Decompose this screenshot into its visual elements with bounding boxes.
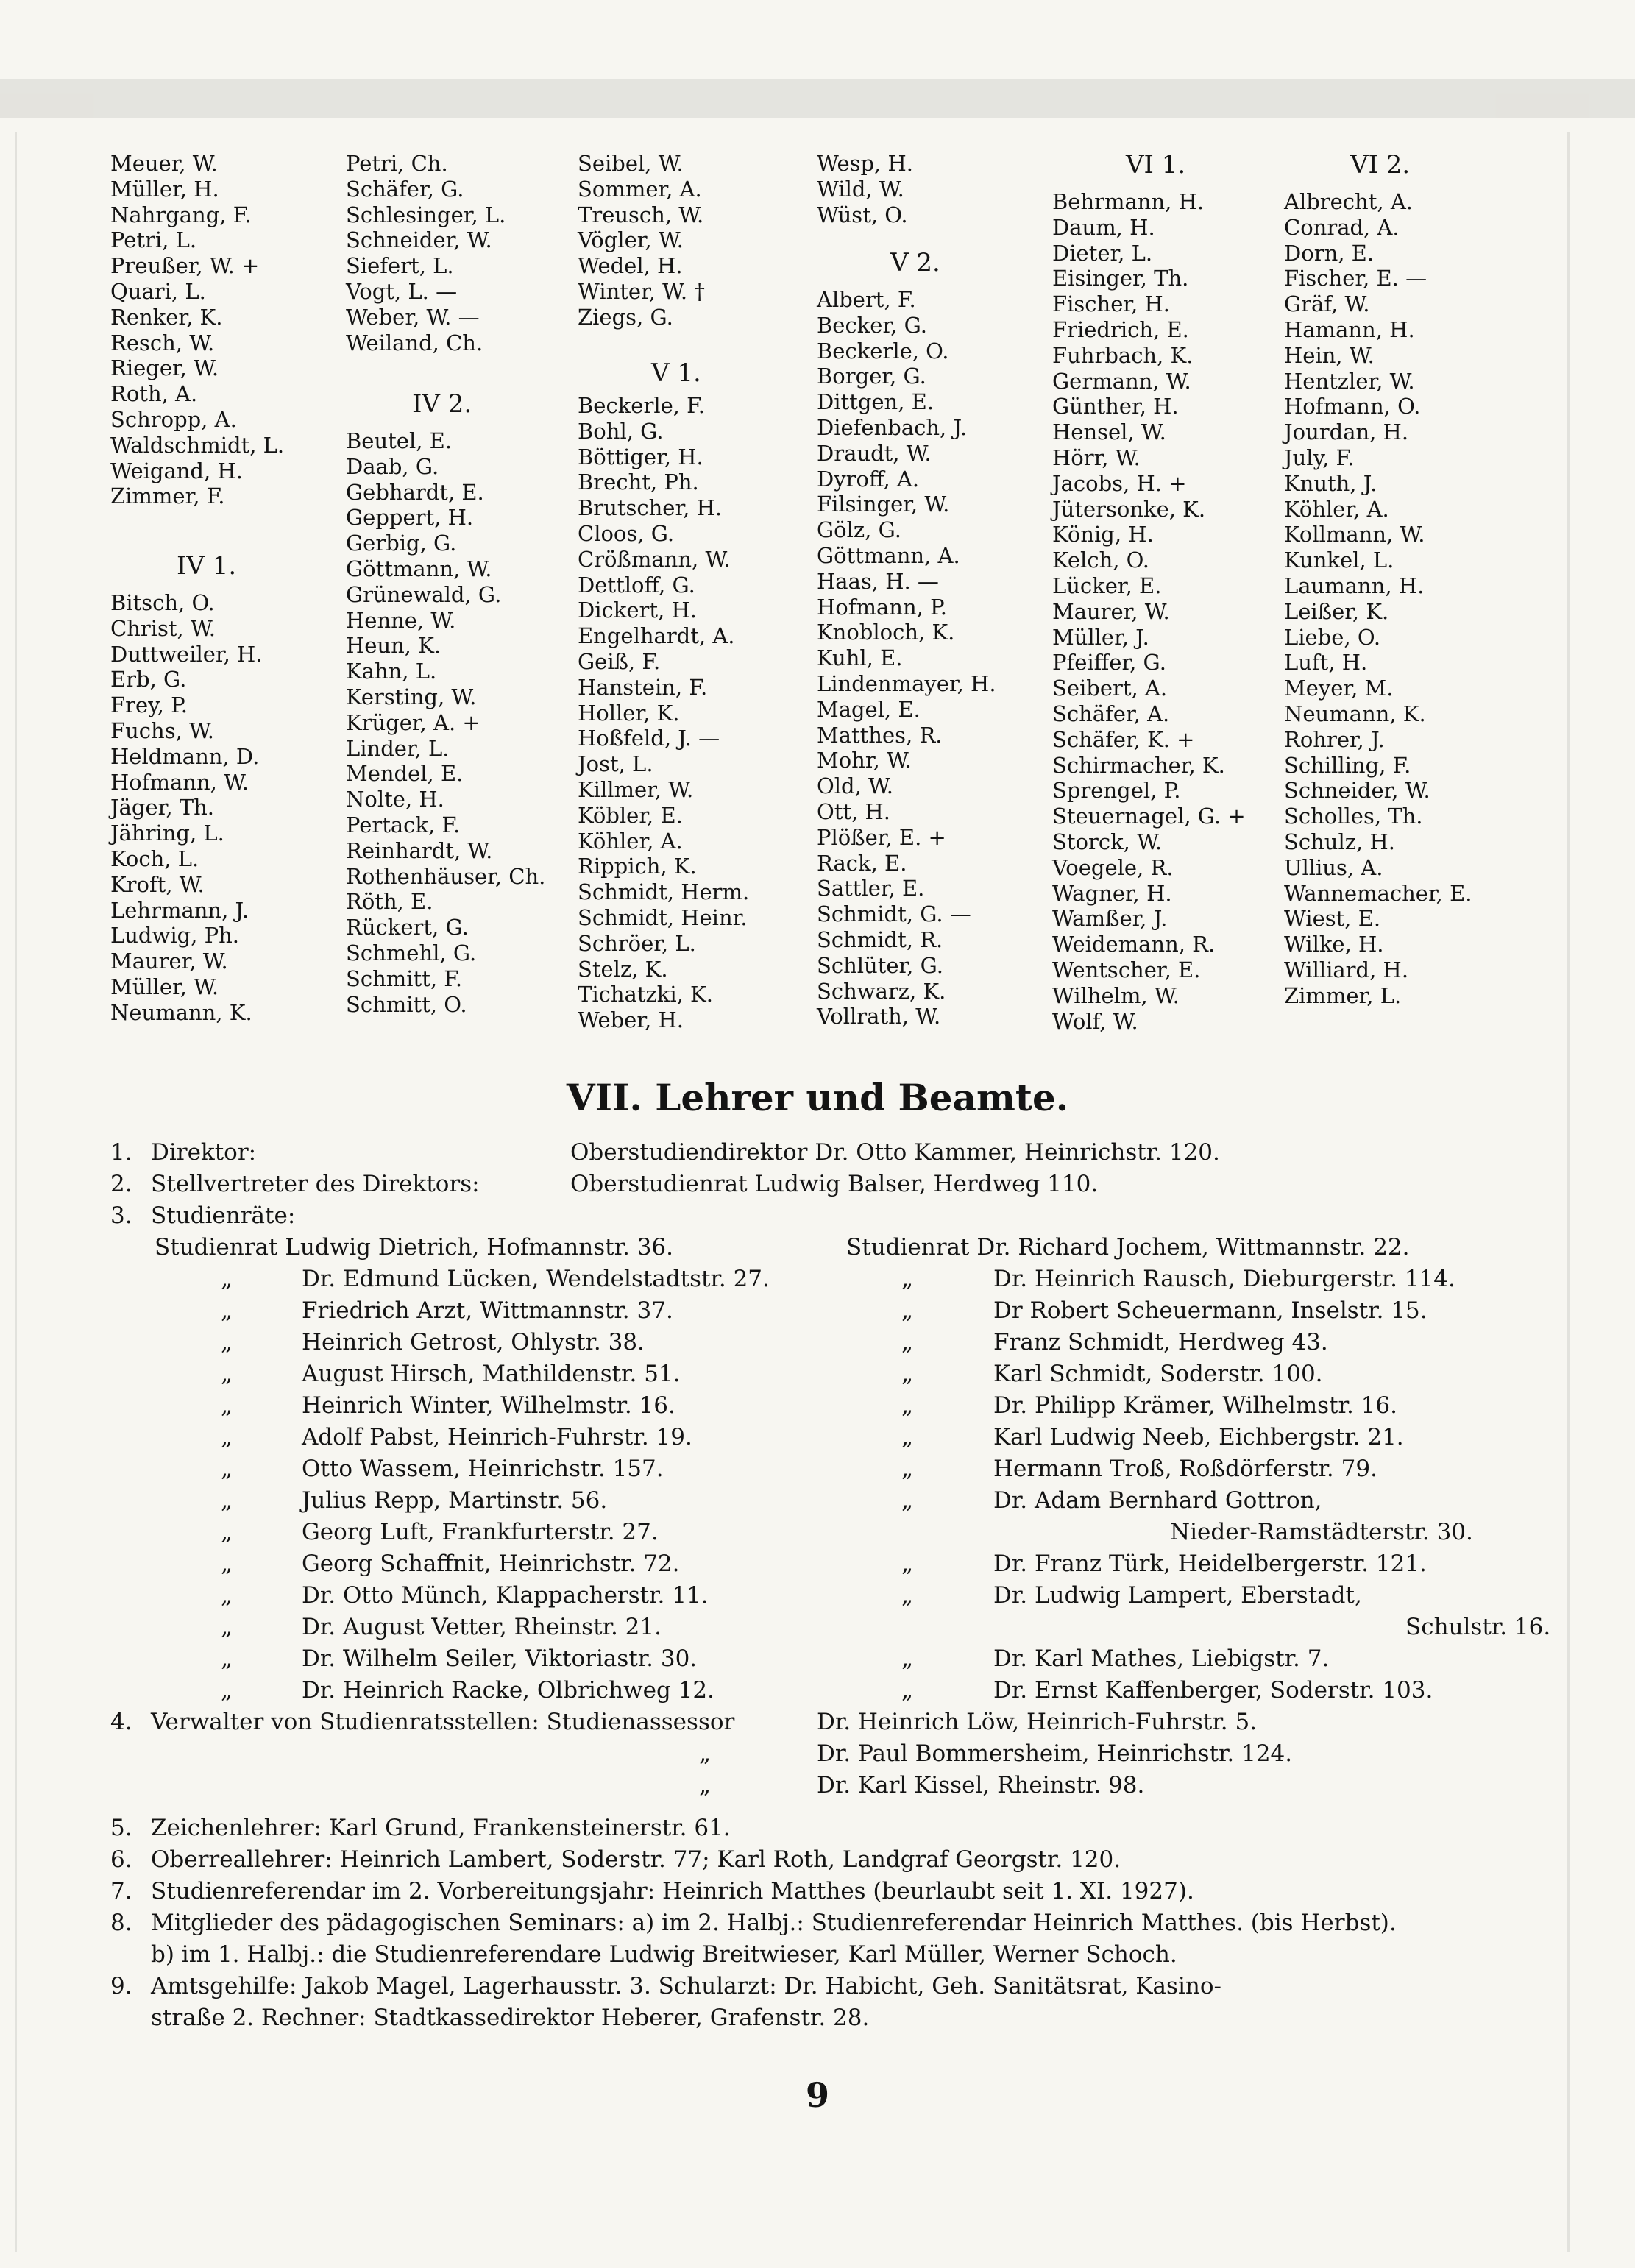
roster-name: Günther, H. (1052, 394, 1179, 419)
studienrat-entry: Franz Schmidt, Herdweg 43. (993, 1329, 1328, 1356)
roster-name: Kuhl, E. (817, 645, 903, 671)
tail-num: 6. (110, 1846, 132, 1873)
roster-name: Preußer, W. + (110, 253, 260, 279)
ditto-mark: „ (699, 1772, 712, 1799)
roster-name: Lehrmann, J. (110, 897, 249, 923)
roster-name: Schäfer, K. + (1052, 726, 1195, 752)
roster-name: Bohl, G. (578, 418, 664, 444)
roster-name: Meuer, W. (110, 151, 218, 176)
item-1-value: Oberstudiendirektor Dr. Otto Kammer, Heinrichstr. 120. (570, 1139, 1220, 1166)
roster-name: Holler, K. (578, 700, 680, 726)
roster-name: Wedel, H. (578, 253, 683, 279)
roster-name: Schneider, W. (346, 227, 492, 253)
roster-name: Dickert, H. (578, 598, 697, 623)
roster-name: Wesp, H. (817, 151, 913, 176)
ditto-mark: „ (901, 1456, 914, 1482)
roster-name: Schmitt, F. (346, 965, 463, 991)
roster-name: Laumann, H. (1284, 573, 1425, 598)
roster-name: Knobloch, K. (817, 620, 955, 645)
roster-name: Beutel, E. (346, 428, 453, 453)
roster-name: Hanstein, F. (578, 674, 708, 700)
roster-name: Jäger, Th. (110, 795, 214, 821)
roster-name: Schmehl, G. (346, 940, 477, 965)
roster-name: Dittgen, E. (817, 389, 934, 415)
roster-name: Schneider, W. (1284, 778, 1430, 804)
roster-name: Schmidt, Heinr. (578, 905, 748, 930)
roster-name: Weidemann, R. (1052, 932, 1216, 957)
studienrat-entry: Dr. Heinrich Rausch, Dieburgerstr. 114. (993, 1266, 1455, 1292)
roster-name: Renker, K. (110, 304, 223, 330)
studienrat-entry: Studienrat Dr. Richard Jochem, Wittmannstr. 22. (846, 1234, 1410, 1261)
ditto-mark: „ (221, 1424, 233, 1450)
roster-name: Brecht, Ph. (578, 469, 699, 495)
roster-name: Hofmann, O. (1284, 394, 1421, 419)
roster-name: Gerbig, G. (346, 531, 457, 556)
roster-name: Seibert, A. (1052, 676, 1168, 701)
roster-name: Hensel, W. (1052, 419, 1166, 445)
roster-name: Albert, F. (817, 287, 916, 312)
roster-name: Müller, J. (1052, 624, 1149, 650)
roster-name: Geppert, H. (346, 505, 474, 531)
roster-name: Mendel, E. (346, 761, 464, 787)
roster-name: Fischer, H. (1052, 291, 1170, 317)
roster-name: Rückert, G. (346, 915, 469, 940)
roster-name: Heun, K. (346, 633, 441, 659)
roster-name: Hörr, W. (1052, 445, 1141, 470)
roster-name: Petri, L. (110, 227, 197, 253)
roster-name: Killmer, W. (578, 777, 694, 802)
roster-name: Roth, A. (110, 381, 198, 407)
class-heading-iv2: IV 2. (412, 389, 472, 419)
ditto-mark: „ (901, 1329, 914, 1356)
roster-name: Krüger, A. + (346, 709, 480, 735)
roster-name: Erb, G. (110, 667, 187, 692)
roster-name: Grünewald, G. (346, 581, 502, 607)
roster-name: Duttweiler, H. (110, 641, 263, 667)
roster-name: Kunkel, L. (1284, 547, 1394, 573)
roster-name: Rothenhäuser, Ch. (346, 863, 546, 889)
roster-name: Pfeiffer, G. (1052, 650, 1166, 676)
roster-name: Dettloff, G. (578, 572, 695, 598)
studienrat-entry: Dr. Philipp Krämer, Wilhelmstr. 16. (993, 1392, 1397, 1419)
roster-name: Brutscher, H. (578, 495, 723, 521)
roster-name: Petri, Ch. (346, 151, 448, 176)
roster-name: Schilling, F. (1284, 752, 1411, 778)
roster-name: Eisinger, Th. (1052, 266, 1189, 291)
ditto-mark: „ (901, 1645, 914, 1672)
roster-name: König, H. (1052, 522, 1154, 547)
roster-name: Weber, W. — (346, 304, 480, 330)
roster-name: Zimmer, F. (110, 483, 225, 509)
ditto-mark: „ (901, 1582, 914, 1609)
ditto-mark: „ (221, 1361, 233, 1387)
roster-name: Rieger, W. (110, 355, 219, 381)
roster-name: Wolf, W. (1052, 1008, 1138, 1034)
roster-name: Köhler, A. (578, 828, 683, 854)
roster-name: Wilke, H. (1284, 932, 1384, 957)
roster-name: Dyroff, A. (817, 466, 920, 492)
section-title: VII. Lehrer und Beamte. (566, 1076, 1069, 1119)
roster-name: Beckerle, O. (817, 338, 949, 364)
roster-name: Hein, W. (1284, 342, 1375, 368)
studienrat-entry: Otto Wassem, Heinrichstr. 157. (302, 1456, 664, 1482)
studienrat-entry: Karl Schmidt, Soderstr. 100. (993, 1361, 1323, 1387)
roster-name: Vögler, W. (578, 227, 684, 253)
roster-name: Schmidt, G. — (817, 901, 971, 927)
roster-name: Röth, E. (346, 889, 433, 915)
roster-name: Gebhardt, E. (346, 479, 484, 505)
roster-name: Conrad, A. (1284, 214, 1400, 240)
roster-name: Mohr, W. (817, 748, 912, 773)
roster-name: Zimmer, L. (1284, 982, 1402, 1008)
roster-name: Winter, W. † (578, 279, 705, 304)
roster-name: Gölz, G. (817, 517, 901, 543)
roster-name: Hentzler, W. (1284, 368, 1415, 394)
roster-name: Wüst, O. (817, 202, 908, 227)
roster-name: Jütersonke, K. (1052, 496, 1206, 522)
roster-name: Christ, W. (110, 615, 216, 641)
studienrat-entry: Dr. Edmund Lücken, Wendelstadtstr. 27. (302, 1266, 770, 1292)
roster-name: Sprengel, P. (1052, 778, 1181, 804)
ditto-mark: „ (901, 1392, 914, 1419)
roster-name: Knuth, J. (1284, 470, 1377, 496)
ditto-mark: „ (901, 1266, 914, 1292)
tail-text: straße 2. Rechner: Stadtkassedirektor Heberer, Grafenstr. 28. (151, 2005, 870, 2031)
ditto-mark: „ (221, 1329, 233, 1356)
roster-name: Storck, W. (1052, 829, 1163, 854)
roster-name: Bitsch, O. (110, 590, 215, 615)
studienrat-entry: Dr. August Vetter, Rheinstr. 21. (302, 1614, 662, 1640)
class-heading-vi1: VI 1. (1126, 150, 1186, 180)
roster-name: Schmidt, Herm. (578, 879, 750, 905)
roster-name: Kelch, O. (1052, 547, 1149, 573)
ditto-mark: „ (699, 1740, 712, 1767)
class-heading-vi2: VI 2. (1350, 150, 1411, 180)
studienrat-entry: Georg Luft, Frankfurterstr. 27. (302, 1519, 659, 1545)
ditto-mark: „ (221, 1392, 233, 1419)
ditto-mark: „ (221, 1297, 233, 1324)
roster-name: Daum, H. (1052, 214, 1155, 240)
roster-name: Fischer, E. — (1284, 266, 1427, 291)
roster-name: Meyer, M. (1284, 676, 1394, 701)
item-3-num: 3. (110, 1202, 132, 1229)
roster-name: Ullius, A. (1284, 854, 1383, 880)
class-heading-v1: V 1. (651, 358, 701, 388)
roster-name: Schröer, L. (578, 930, 696, 956)
ditto-mark: „ (221, 1266, 233, 1292)
studienrat-entry: Dr. Karl Mathes, Liebigstr. 7. (993, 1645, 1330, 1672)
roster-name: Lücker, E. (1052, 573, 1162, 598)
roster-name: Nahrgang, F. (110, 202, 252, 227)
roster-name: Resch, W. (110, 330, 215, 355)
studienrat-entry: Dr Robert Scheuermann, Inselstr. 15. (993, 1297, 1427, 1324)
roster-name: Matthes, R. (817, 722, 943, 748)
roster-name: Wild, W. (817, 176, 904, 202)
roster-name: Schlesinger, L. (346, 202, 506, 227)
roster-name: Behrmann, H. (1052, 189, 1205, 214)
studienrat-entry: Dr. Adam Bernhard Gottron, (993, 1487, 1322, 1514)
studienrat-entry: August Hirsch, Mathildenstr. 51. (302, 1361, 681, 1387)
roster-name: Tichatzki, K. (578, 982, 713, 1007)
roster-name: Kahn, L. (346, 659, 437, 684)
roster-name: Wentscher, E. (1052, 957, 1201, 982)
roster-name: Fuchs, W. (110, 718, 214, 743)
roster-name: Schlüter, G. (817, 952, 944, 978)
roster-name: Vollrath, W. (817, 1004, 941, 1030)
studienrat-entry: Dr. Ernst Kaffenberger, Soderstr. 103. (993, 1677, 1433, 1704)
tail-text: Oberreallehrer: Heinrich Lambert, Soderstr. 77; Karl Roth, Landgraf Georgstr. 120. (151, 1846, 1121, 1873)
roster-name: Jähring, L. (110, 821, 224, 846)
ditto-mark: „ (901, 1677, 914, 1704)
roster-name: Scholles, Th. (1284, 804, 1423, 829)
roster-name: Fuhrbach, K. (1052, 342, 1194, 368)
roster-name: Vogt, L. — (346, 279, 458, 304)
tail-text: Amtsgehilfe: Jakob Magel, Lagerhausstr. 3. Schularzt: Dr. Habicht, Geh. Sanitätsrat, Kasino- (151, 1973, 1221, 1999)
tail-num: 7. (110, 1878, 132, 1904)
roster-name: Borger, G. (817, 364, 926, 389)
roster-name: Gräf, W. (1284, 291, 1370, 317)
roster-name: Dieter, L. (1052, 240, 1153, 266)
item-4-label: Verwalter von Studienratsstellen: Studienassessor (151, 1709, 735, 1735)
ditto-mark: „ (901, 1424, 914, 1450)
roster-name: Kroft, W. (110, 871, 205, 897)
studienrat-entry: Dr. Otto Münch, Klappacherstr. 11. (302, 1582, 709, 1609)
roster-name: Schulz, H. (1284, 829, 1395, 854)
item-2-value: Oberstudienrat Ludwig Balser, Herdweg 110. (570, 1171, 1099, 1197)
roster-name: Frey, P. (110, 692, 188, 718)
ditto-mark: „ (901, 1361, 914, 1387)
roster-name: Köbler, E. (578, 802, 683, 828)
item-2-num: 2. (110, 1171, 132, 1197)
roster-name: Sommer, A. (578, 176, 702, 202)
studienrat-entry: Schulstr. 16. (1405, 1614, 1551, 1640)
tail-num: 8. (110, 1910, 132, 1936)
studienrat-entry: Dr. Ludwig Lampert, Eberstadt, (993, 1582, 1362, 1609)
roster-name: Ziegs, G. (578, 304, 673, 330)
studienrat-entry: Dr. Franz Türk, Heidelbergerstr. 121. (993, 1551, 1427, 1577)
roster-name: Magel, E. (817, 696, 921, 722)
roster-name: Rack, E. (817, 850, 907, 876)
roster-name: Hoßfeld, J. — (578, 726, 720, 751)
roster-name: Lindenmayer, H. (817, 671, 996, 696)
roster-name: Müller, H. (110, 176, 219, 202)
roster-name: Beckerle, F. (578, 393, 706, 418)
roster-name: Germann, W. (1052, 368, 1191, 394)
studienrat-entry: Studienrat Ludwig Dietrich, Hofmannstr. 36. (155, 1234, 673, 1261)
roster-name: Ludwig, Ph. (110, 923, 240, 949)
item-3-label: Studienräte: (151, 1202, 296, 1229)
roster-name: Filsinger, W. (817, 492, 950, 517)
studienrat-entry: Georg Schaffnit, Heinrichstr. 72. (302, 1551, 680, 1577)
studienrat-entry: Heinrich Getrost, Ohlystr. 38. (302, 1329, 645, 1356)
roster-name: Wilhelm, W. (1052, 982, 1180, 1008)
ditto-mark: „ (221, 1677, 233, 1704)
roster-name: Weiland, Ch. (346, 330, 483, 355)
roster-name: Göttmann, W. (346, 556, 492, 581)
class-heading-iv1: IV 1. (177, 551, 237, 581)
ditto-mark: „ (901, 1487, 914, 1514)
studienrat-entry: Hermann Troß, Roßdörferstr. 79. (993, 1456, 1377, 1482)
roster-name: Becker, G. (817, 312, 927, 338)
roster-name: Liebe, O. (1284, 624, 1381, 650)
ditto-mark: „ (221, 1456, 233, 1482)
studienrat-entry: Adolf Pabst, Heinrich-Fuhrstr. 19. (302, 1424, 692, 1450)
roster-name: Diefenbach, J. (817, 415, 968, 440)
ditto-mark: „ (221, 1614, 233, 1640)
item-4-line-3: Dr. Karl Kissel, Rheinstr. 98. (817, 1772, 1145, 1799)
roster-name: Jourdan, H. (1284, 419, 1409, 445)
roster-name: Rippich, K. (578, 854, 697, 879)
roster-name: Henne, W. (346, 607, 456, 633)
roster-name: Wagner, H. (1052, 880, 1172, 906)
studienrat-entry: Heinrich Winter, Wilhelmstr. 16. (302, 1392, 675, 1419)
roster-name: Göttmann, A. (817, 543, 960, 568)
ditto-mark: „ (221, 1582, 233, 1609)
item-1-label: Direktor: (151, 1139, 257, 1166)
roster-name: Köhler, A. (1284, 496, 1389, 522)
studienrat-entry: Dr. Heinrich Racke, Olbrichweg 12. (302, 1677, 714, 1704)
roster-name: Maurer, W. (1052, 598, 1170, 624)
roster-name: Schirmacher, K. (1052, 752, 1225, 778)
roster-name: July, F. (1284, 445, 1355, 470)
roster-name: Schwarz, K. (817, 978, 946, 1004)
item-4-line-1: Dr. Heinrich Löw, Heinrich-Fuhrstr. 5. (817, 1709, 1258, 1735)
ditto-mark: „ (221, 1645, 233, 1672)
roster-name: Jost, L. (578, 751, 653, 777)
tail-text: Zeichenlehrer: Karl Grund, Frankensteinerstr. 61. (151, 1815, 731, 1841)
roster-name: Draudt, W. (817, 440, 932, 466)
roster-name: Steuernagel, G. + (1052, 804, 1246, 829)
tail-num: 5. (110, 1815, 132, 1841)
roster-name: Siefert, L. (346, 253, 454, 279)
roster-name: Maurer, W. (110, 949, 228, 974)
roster-name: Old, W. (817, 773, 894, 799)
roster-name: Schäfer, G. (346, 176, 464, 202)
roster-name: Quari, L. (110, 279, 206, 304)
tail-text: Studienreferendar im 2. Vorbereitungsjahr: Heinrich Matthes (beurlaubt seit 1. XI. 1927). (151, 1878, 1194, 1904)
roster-name: Crößmann, W. (578, 546, 731, 572)
studienrat-entry: Karl Ludwig Neeb, Eichbergstr. 21. (993, 1424, 1404, 1450)
roster-name: Albrecht, A. (1284, 189, 1413, 214)
roster-name: Geiß, F. (578, 649, 661, 674)
studienrat-entry: Julius Repp, Martinstr. 56. (302, 1487, 608, 1514)
roster-name: Daab, G. (346, 453, 439, 479)
ditto-mark: „ (901, 1297, 914, 1324)
roster-name: Linder, L. (346, 735, 450, 761)
roster-name: Kollmann, W. (1284, 522, 1425, 547)
roster-name: Wannemacher, E. (1284, 880, 1472, 906)
roster-name: Müller, W. (110, 974, 219, 999)
roster-name: Heldmann, D. (110, 743, 260, 769)
roster-name: Schmitt, O. (346, 991, 467, 1017)
ditto-mark: „ (901, 1551, 914, 1577)
ditto-mark: „ (221, 1487, 233, 1514)
roster-name: Voegele, R. (1052, 854, 1174, 880)
roster-name: Leißer, K. (1284, 598, 1389, 624)
roster-name: Hofmann, P. (817, 594, 947, 620)
roster-name: Koch, L. (110, 846, 199, 871)
roster-name: Böttiger, H. (578, 444, 703, 469)
roster-name: Schmidt, R. (817, 927, 943, 952)
roster-name: Engelhardt, A. (578, 623, 735, 649)
roster-name: Friedrich, E. (1052, 317, 1189, 342)
roster-name: Neumann, K. (1284, 701, 1426, 726)
roster-name: Stelz, K. (578, 956, 668, 982)
tail-text: Mitglieder des pädagogischen Seminars: a) im 2. Halbj.: Studienreferendar Heinrich Matthes. (bis Herbst). (151, 1910, 1397, 1936)
roster-name: Rohrer, J. (1284, 726, 1385, 752)
roster-name: Schäfer, A. (1052, 701, 1170, 726)
roster-name: Wiest, E. (1284, 906, 1381, 932)
roster-name: Cloos, G. (578, 521, 675, 546)
roster-name: Dorn, E. (1284, 240, 1375, 266)
roster-name: Haas, H. — (817, 568, 939, 594)
roster-name: Ott, H. (817, 799, 891, 824)
roster-name: Seibel, W. (578, 151, 684, 176)
roster-name: Hofmann, W. (110, 769, 249, 795)
roster-name: Weigand, H. (110, 458, 243, 483)
roster-name: Reinhardt, W. (346, 837, 493, 863)
class-heading-v2: V 2. (890, 248, 940, 277)
item-2-label: Stellvertreter des Direktors: (151, 1171, 480, 1197)
roster-name: Wamßer, J. (1052, 906, 1168, 932)
roster-name: Schropp, A. (110, 407, 237, 432)
roster-name: Treusch, W. (578, 202, 704, 227)
roster-name: Sattler, E. (817, 876, 925, 901)
roster-name: Waldschmidt, L. (110, 432, 285, 458)
roster-name: Jacobs, H. + (1052, 470, 1187, 496)
roster-name: Luft, H. (1284, 650, 1368, 676)
page-number: 9 (805, 2075, 829, 2115)
item-1-num: 1. (110, 1139, 132, 1166)
roster-name: Neumann, K. (110, 999, 252, 1025)
roster-name: Hamann, H. (1284, 317, 1415, 342)
roster-name: Pertack, F. (346, 812, 461, 837)
studienrat-entry: Nieder-Ramstädterstr. 30. (1170, 1519, 1473, 1545)
item-4-line-2: Dr. Paul Bommersheim, Heinrichstr. 124. (817, 1740, 1293, 1767)
roster-name: Nolte, H. (346, 787, 444, 812)
studienrat-entry: Dr. Wilhelm Seiler, Viktoriastr. 30. (302, 1645, 698, 1672)
roster-name: Kersting, W. (346, 684, 477, 709)
tail-num: 9. (110, 1973, 132, 1999)
roster-name: Plößer, E. + (817, 824, 946, 850)
tail-text: b) im 1. Halbj.: die Studienreferendare Ludwig Breitwieser, Karl Müller, Werner Schoch. (151, 1941, 1177, 1968)
class-roster (110, 151, 1494, 1034)
roster-name: Williard, H. (1284, 957, 1409, 982)
ditto-mark: „ (221, 1519, 233, 1545)
item-4-num: 4. (110, 1709, 132, 1735)
ditto-mark: „ (221, 1551, 233, 1577)
studienrat-entry: Friedrich Arzt, Wittmannstr. 37. (302, 1297, 673, 1324)
roster-name: Weber, H. (578, 1007, 684, 1033)
